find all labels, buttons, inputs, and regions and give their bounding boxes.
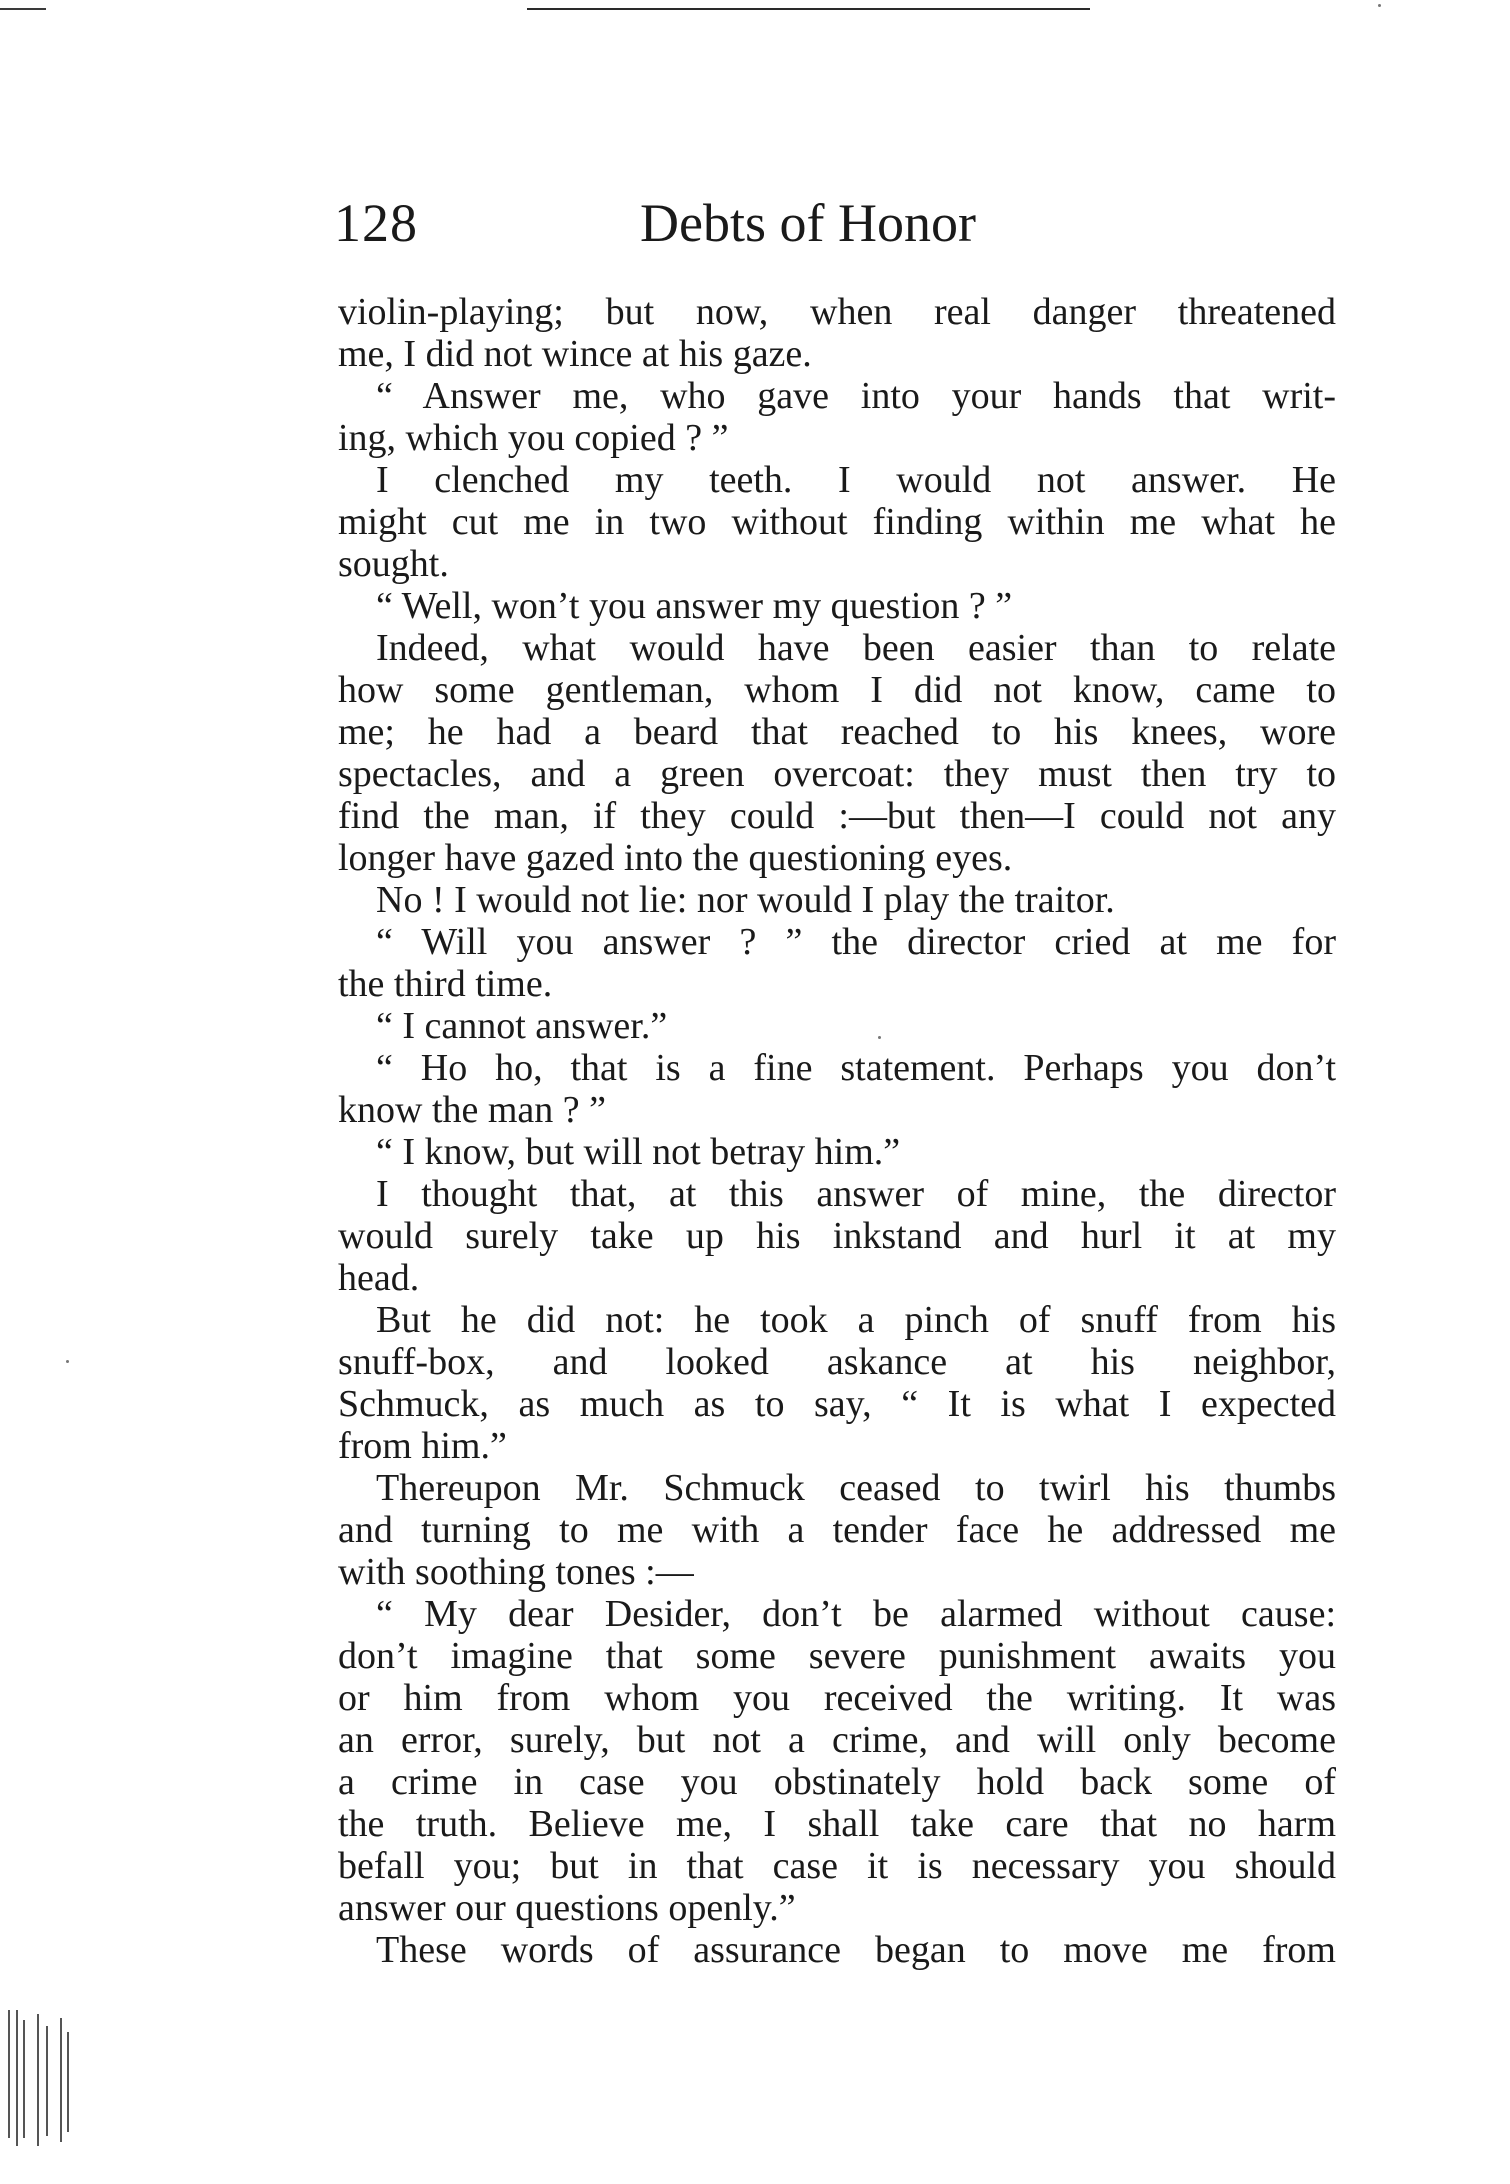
text-line: an error, surely, but not a crime, and will only become [338, 1719, 1336, 1761]
text-line: Schmuck, as much as to say, “ It is what I expected [338, 1383, 1336, 1425]
text-line: a crime in case you obstinately hold back some of [338, 1761, 1336, 1803]
text-line: But he did not: he took a pinch of snuff from his [376, 1299, 1336, 1341]
scan-margin-marks [4, 2010, 72, 2150]
scan-speck [878, 1036, 881, 1039]
scan-speck [1378, 4, 1381, 7]
text-line: “ I know, but will not betray him.” [376, 1131, 901, 1173]
text-line: head. [338, 1257, 420, 1299]
text-line: snuff-box, and looked askance at his neighbor, [338, 1341, 1336, 1383]
running-title: Debts of Honor [640, 193, 976, 253]
text-line: from him.” [338, 1425, 507, 1467]
text-line: and turning to me with a tender face he addressed me [338, 1509, 1336, 1551]
text-line: know the man ? ” [338, 1089, 607, 1131]
text-line: me; he had a beard that reached to his knees, wore [338, 711, 1336, 753]
text-line: “ I cannot answer.” [376, 1005, 668, 1047]
text-line: “ Answer me, who gave into your hands that writ- [376, 375, 1336, 417]
text-line: “ My dear Desider, don’t be alarmed without cause: [376, 1593, 1336, 1635]
text-line: No ! I would not lie: nor would I play the traitor. [376, 879, 1115, 921]
text-line: “ Ho ho, that is a fine statement. Perhaps you don’t [376, 1047, 1336, 1089]
text-line: might cut me in two without finding within me what he [338, 501, 1336, 543]
text-line: the third time. [338, 963, 553, 1005]
page-number: 128 [334, 193, 418, 253]
text-line: sought. [338, 543, 449, 585]
text-line: Thereupon Mr. Schmuck ceased to twirl his thumbs [376, 1467, 1336, 1509]
text-line: befall you; but in that case it is necessary you should [338, 1845, 1336, 1887]
text-line: would surely take up his inkstand and hurl it at my [338, 1215, 1336, 1257]
text-line: answer our questions openly.” [338, 1887, 796, 1929]
text-line: find the man, if they could :—but then—I could not any [338, 795, 1336, 837]
text-line: the truth. Believe me, I shall take care that no harm [338, 1803, 1336, 1845]
text-line: or him from whom you received the writing. It was [338, 1677, 1336, 1719]
page-header [334, 188, 1340, 258]
body-text [338, 291, 1336, 1971]
text-line: Indeed, what would have been easier than to relate [376, 627, 1336, 669]
text-line: longer have gazed into the questioning eyes. [338, 837, 1013, 879]
text-line: how some gentleman, whom I did not know, came to [338, 669, 1336, 711]
text-line: ing, which you copied ? ” [338, 417, 729, 459]
text-line: spectacles, and a green overcoat: they must then try to [338, 753, 1336, 795]
text-line: me, I did not wince at his gaze. [338, 333, 812, 375]
text-line: with soothing tones :— [338, 1551, 694, 1593]
text-line: don’t imagine that some severe punishment awaits you [338, 1635, 1336, 1677]
text-line: violin-playing; but now, when real danger threatened [338, 291, 1336, 333]
text-line: “ Will you answer ? ” the director cried at me for [376, 921, 1336, 963]
text-line: “ Well, won’t you answer my question ? ” [376, 585, 1013, 627]
scan-speck [66, 1360, 69, 1363]
top-left-rule [0, 8, 46, 10]
text-line: I thought that, at this answer of mine, the director [376, 1173, 1336, 1215]
text-line: These words of assurance began to move me from [376, 1929, 1336, 1971]
top-rule [527, 8, 1090, 10]
text-line: I clenched my teeth. I would not answer. He [376, 459, 1336, 501]
